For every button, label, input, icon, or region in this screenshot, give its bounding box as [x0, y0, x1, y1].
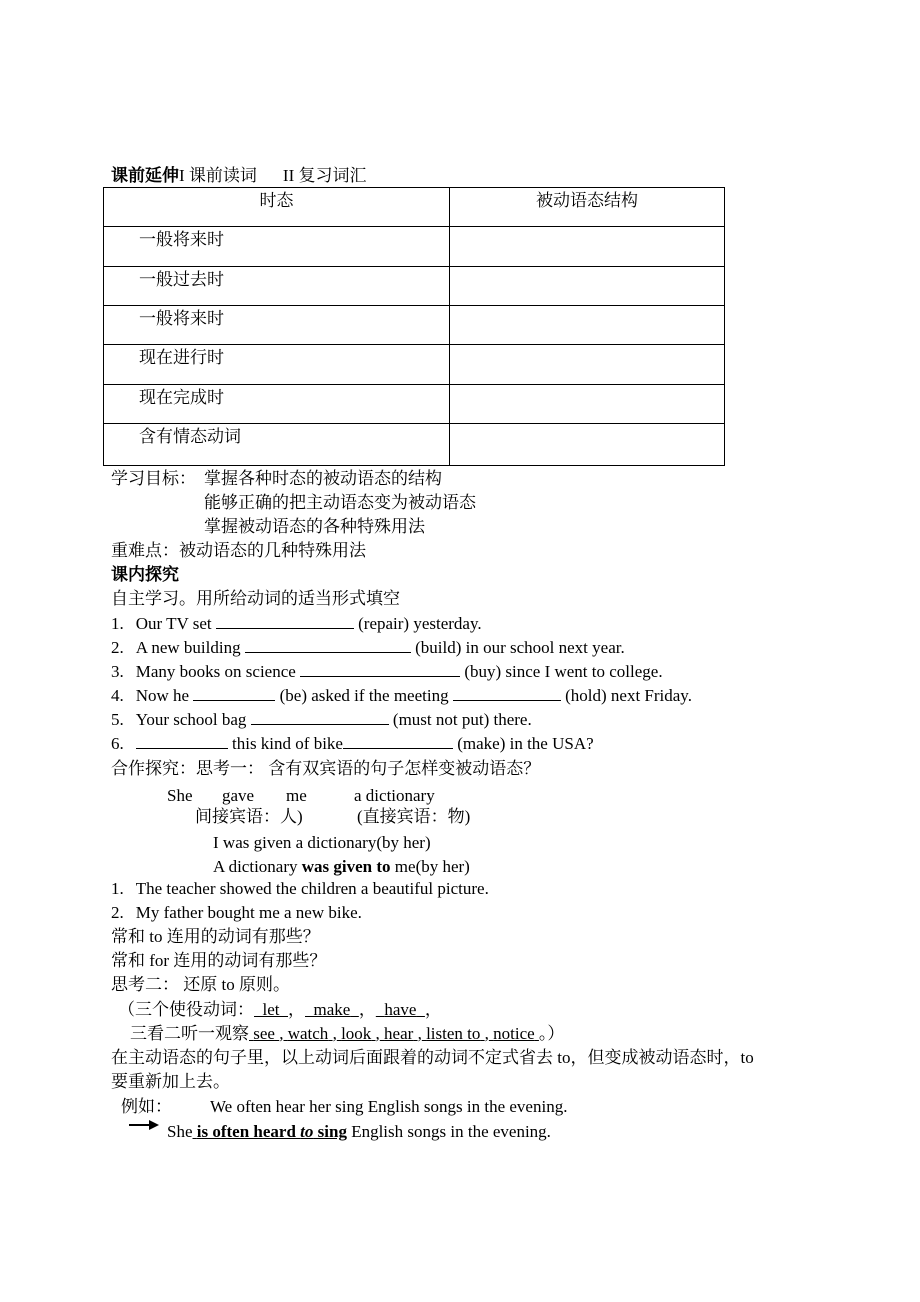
example-text: A dictionary: [213, 857, 302, 876]
question-to: 常和 to 连用的动词有那些？: [111, 927, 320, 946]
verb-make: make: [313, 1000, 351, 1019]
exercise-text: (be) asked if the meeting: [279, 686, 449, 705]
part-2: II 复习词汇: [282, 166, 367, 185]
word-she: She: [167, 786, 193, 805]
answer-blank[interactable]: [343, 733, 453, 749]
word-me: me: [286, 786, 307, 805]
example-text: me(by her): [390, 857, 470, 876]
word-dictionary: a dictionary: [354, 786, 435, 805]
answer-blank[interactable]: [216, 613, 354, 629]
word-gave: gave: [222, 786, 255, 805]
sentence-text: My father bought me a new bike.: [135, 903, 362, 922]
exercise-text: Now he: [135, 686, 190, 705]
self-study-instruction: 自主学习。用所给动词的适当形式填空: [111, 589, 400, 608]
exercise-number: 4.: [111, 686, 124, 705]
exercise-text: (must not put) there.: [392, 710, 532, 729]
table-row: [104, 306, 725, 345]
answer-blank[interactable]: [193, 685, 275, 701]
direct-object-label: (直接宾语：物): [357, 807, 471, 826]
exercise-item: [111, 637, 625, 659]
exercise-text: A new building: [135, 638, 241, 657]
tense-cell: 现在进行时: [104, 345, 450, 385]
perception-line: 三看二听一观察 see , watch , look , hear , listen to , notice 。）: [130, 1024, 565, 1043]
exercise-text: (hold) next Friday.: [565, 686, 692, 705]
exercise-item: [111, 733, 594, 755]
exercise-text: (build) in our school next year.: [415, 638, 625, 657]
tense-cell: 含有情态动词: [104, 424, 450, 466]
verb-watch: watch: [287, 1024, 329, 1043]
table-row: [104, 227, 725, 267]
answer-cell: [450, 385, 725, 424]
passive-verb: is often heard: [196, 1122, 301, 1141]
inclass-title: 课内探究: [111, 565, 179, 584]
example-bold: was given to: [301, 857, 391, 876]
tense-table: [103, 187, 725, 466]
verb-notice: notice: [493, 1024, 535, 1043]
verb-have: have: [384, 1000, 417, 1019]
passive-verb-sing: sing: [313, 1122, 347, 1141]
passive-rest: English songs in the evening.: [346, 1122, 551, 1141]
col-header-tense: 时态: [104, 188, 450, 227]
answer-cell: [450, 345, 725, 385]
answer-blank[interactable]: [300, 661, 460, 677]
right-arrow-icon: [129, 1118, 159, 1132]
section-title: 课前延伸: [111, 166, 179, 185]
exercise-text: Our TV set: [135, 614, 212, 633]
exercise-text: (buy) since I went to college.: [464, 662, 663, 681]
exercise-number: 3.: [111, 662, 124, 681]
verb-hear: hear: [384, 1024, 414, 1043]
exercise-text: this kind of bike: [232, 734, 343, 753]
verb-let: let: [262, 1000, 280, 1019]
table-row: [104, 267, 725, 306]
goal-item: 能够正确的把主动语态变为被动语态: [204, 493, 476, 512]
answer-blank[interactable]: [245, 637, 411, 653]
part-1: I 课前读词: [179, 166, 257, 185]
answer-cell: [450, 306, 725, 345]
tense-cell: 一般将来时: [104, 227, 450, 267]
example-label: 例如：: [121, 1097, 172, 1116]
causative-label: （三个使役动词：: [118, 1000, 254, 1019]
verb-listen-to: listen to: [426, 1024, 481, 1043]
exercise-item: [111, 709, 532, 731]
passive-transform: [167, 1121, 551, 1143]
exercise-number: 6.: [111, 734, 124, 753]
verb-look: look: [341, 1024, 372, 1043]
sentence-text: The teacher showed the children a beautiful picture.: [135, 879, 489, 898]
goals-label: 学习目标：: [111, 469, 196, 488]
goal-item: 掌握各种时态的被动语态的结构: [204, 469, 442, 488]
question-for: 常和 for 连用的动词有那些？: [111, 951, 327, 970]
passive-example-1: I was given a dictionary(by her): [213, 833, 431, 852]
passive-subject: She: [167, 1122, 193, 1141]
rule-line-2: 要重新加上去。: [111, 1072, 230, 1091]
table-header-row: [104, 188, 725, 227]
exercise-item: [111, 613, 482, 635]
exercise-number: 1.: [111, 614, 124, 633]
answer-blank[interactable]: [453, 685, 561, 701]
perception-label: 三看二听一观察: [130, 1024, 249, 1043]
think-two: 思考二： 还原 to 原则。: [111, 975, 290, 994]
rule-line-1: 在主动语态的句子里，以上动词后面跟着的动词不定式省去 to，但变成被动语态时，to: [111, 1048, 754, 1067]
tense-cell: 现在完成时: [104, 385, 450, 424]
goal-item: 掌握被动语态的各种特殊用法: [204, 517, 425, 536]
answer-blank[interactable]: [251, 709, 389, 725]
table-row: [104, 345, 725, 385]
tense-cell: 一般将来时: [104, 306, 450, 345]
verb-see: see: [253, 1024, 275, 1043]
passive-to: to: [300, 1122, 314, 1141]
answer-blank[interactable]: [136, 733, 228, 749]
answer-cell: [450, 227, 725, 267]
table-row: [104, 385, 725, 424]
tense-cell: 一般过去时: [104, 267, 450, 306]
sentence-item: 2. My father bought me a new bike.: [111, 903, 362, 922]
perception-end: 。）: [538, 1024, 565, 1043]
exercise-item: [111, 661, 663, 683]
exercise-text: (make) in the USA?: [457, 734, 594, 753]
exercise-item: [111, 685, 692, 707]
indirect-object-label: 间接宾语：人): [195, 807, 303, 826]
answer-cell: [450, 267, 725, 306]
active-example: We often hear her sing English songs in the evening.: [210, 1097, 568, 1116]
section-header: [111, 165, 367, 187]
exercise-text: Many books on science: [135, 662, 296, 681]
exercise-number: 2.: [111, 638, 124, 657]
exercise-text: Your school bag: [135, 710, 247, 729]
key-points: 重难点：被动语态的几种特殊用法: [111, 541, 366, 560]
think-one: 合作探究：思考一： 含有双宾语的句子怎样变被动语态？: [111, 759, 541, 778]
exercise-text: (repair) yesterday.: [358, 614, 482, 633]
col-header-passive: 被动语态结构: [450, 188, 725, 227]
table-row: [104, 424, 725, 466]
answer-cell: [450, 424, 725, 466]
sentence-item: 1. The teacher showed the children a beautiful picture.: [111, 879, 489, 898]
passive-example-2: [213, 856, 470, 878]
causative-line: （三个使役动词： let ， make ， have ，: [118, 1000, 442, 1019]
exercise-number: 5.: [111, 710, 124, 729]
